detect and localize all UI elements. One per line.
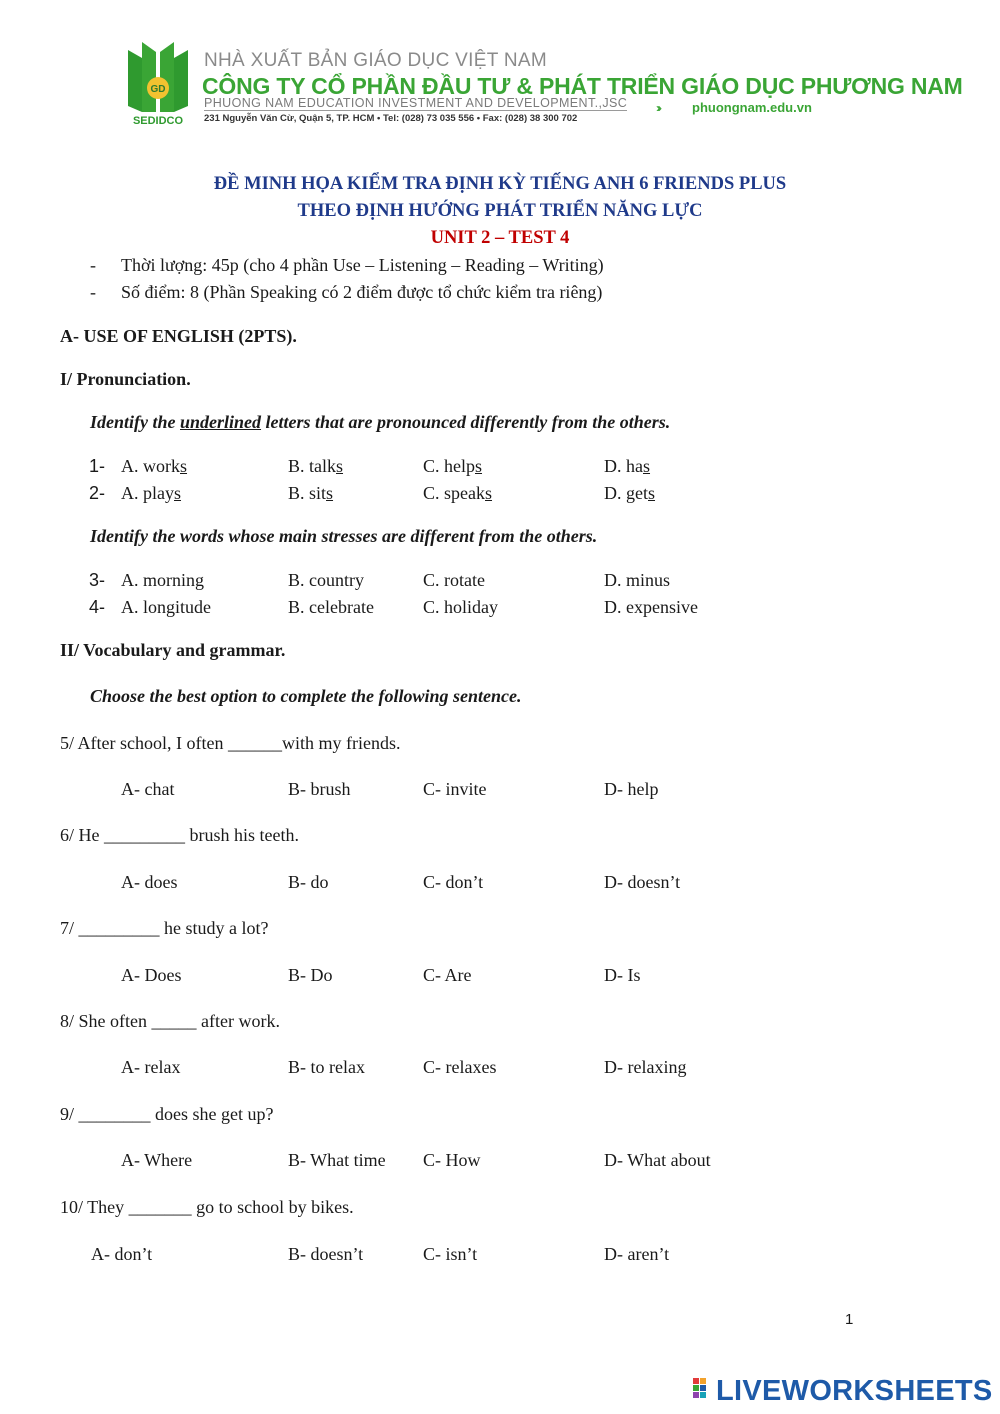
option-c[interactable]: C. rotate [423,570,485,590]
question-text: 9/ ________ does she get up? [60,1104,274,1124]
option-d[interactable]: D. gets [604,483,656,503]
option-b[interactable]: B- doesn’t [288,1244,364,1264]
option-d[interactable]: D. has [604,456,651,476]
bullet-dash: - [90,255,96,275]
option-a[interactable]: A- Does [121,965,182,985]
company-name: CÔNG TY CỔ PHẦN ĐẦU TƯ & PHÁT TRIỂN GIÁO DỤC PHƯƠNG NAM [202,73,963,99]
unit-title: UNIT 2 – TEST 4 [430,228,570,248]
part-heading: I/ Pronunciation. [60,369,191,389]
option-c[interactable]: C- isn’t [423,1244,478,1264]
svg-text:SEDIDCO: SEDIDCO [132,115,184,127]
question-text: 7/ _________ he study a lot? [60,918,269,938]
question-text: 5/ After school, I often ______with my friends. [60,733,401,753]
instruction: Choose the best option to complete the following sentence. [90,686,522,706]
option-b[interactable]: B. sits [288,483,334,503]
option-d[interactable]: D- help [604,779,659,799]
option-c[interactable]: C. helps [423,456,483,476]
question-number: 1- [89,456,106,476]
option-b[interactable]: B- What time [288,1150,386,1170]
option-d[interactable]: D- doesn’t [604,872,681,892]
duration-info: Thời lượng: 45p (cho 4 phần Use – Listening – Reading – Writing) [121,255,604,275]
score-info: Số điểm: 8 (Phần Speaking có 2 điểm được tổ chức kiểm tra riêng) [121,282,603,302]
liveworksheets-icon [693,1378,713,1402]
option-c[interactable]: C- How [423,1150,481,1170]
option-c[interactable]: C- invite [423,779,487,799]
question-text: 8/ She often _____ after work. [60,1011,280,1031]
option-d[interactable]: D- relaxing [604,1057,687,1077]
option-a[interactable]: A- relax [121,1057,181,1077]
option-d[interactable]: D. expensive [604,597,698,617]
question-number: 3- [89,570,106,590]
option-c[interactable]: C- relaxes [423,1057,497,1077]
option-b[interactable]: B- to relax [288,1057,365,1077]
option-a[interactable]: A- don’t [91,1244,153,1264]
option-a[interactable]: A. longitude [121,597,211,617]
page-number: 1 [845,1311,854,1328]
publisher-logo [120,40,196,128]
option-d[interactable]: D. minus [604,570,671,590]
part-heading: II/ Vocabulary and grammar. [60,640,286,660]
option-b[interactable]: B- Do [288,965,333,985]
svg-text:GD: GD [150,84,166,95]
section-heading: A- USE OF ENGLISH (2PTS). [60,326,297,346]
question-number: 4- [89,597,106,617]
company-website: phuongnam.edu.vn [692,100,812,115]
option-b[interactable]: B. talks [288,456,344,476]
option-d[interactable]: D- What about [604,1150,711,1170]
option-b[interactable]: B- brush [288,779,351,799]
publisher-name: NHÀ XUẤT BẢN GIÁO DỤC VIỆT NAM [204,50,547,71]
exam-title: ĐỀ MINH HỌA KIỂM TRA ĐỊNH KỲ TIẾNG ANH 6 FRIENDS PLUS [213,174,787,194]
option-c[interactable]: C. speaks [423,483,493,503]
question-text: 10/ They _______ go to school by bikes. [60,1197,354,1217]
option-d[interactable]: D- aren’t [604,1244,670,1264]
option-c[interactable]: C- Are [423,965,472,985]
option-a[interactable]: A- chat [121,779,175,799]
company-address: 231 Nguyễn Văn Cừ, Quận 5, TP. HCM • Tel: (028) 73 035 556 • Fax: (028) 38 300 702 [204,113,578,124]
arrow-icon: ››› [656,101,659,115]
option-b[interactable]: B- do [288,872,329,892]
option-c[interactable]: C. holiday [423,597,498,617]
exam-subtitle: THEO ĐỊNH HƯỚNG PHÁT TRIỂN NĂNG LỰC [297,201,703,221]
question-text: 6/ He _________ brush his teeth. [60,825,299,845]
option-a[interactable]: A. works [121,456,188,476]
option-d[interactable]: D- Is [604,965,641,985]
bullet-dash: - [90,282,96,302]
option-b[interactable]: B. celebrate [288,597,374,617]
instruction: Identify the words whose main stresses are different from the others. [90,526,598,546]
option-a[interactable]: A- does [121,872,178,892]
instruction: Identify the underlined letters that are pronounced differently from the others. [90,412,671,432]
option-b[interactable]: B. country [288,570,364,590]
liveworksheets-logo[interactable]: LIVEWORKSHEETS [716,1375,993,1407]
option-c[interactable]: C- don’t [423,872,484,892]
option-a[interactable]: A- Where [121,1150,193,1170]
question-number: 2- [89,483,106,503]
option-a[interactable]: A. plays [121,483,182,503]
company-name-english: PHUONG NAM EDUCATION INVESTMENT AND DEVELOPMENT.,JSC [204,96,628,110]
option-a[interactable]: A. morning [121,570,204,590]
